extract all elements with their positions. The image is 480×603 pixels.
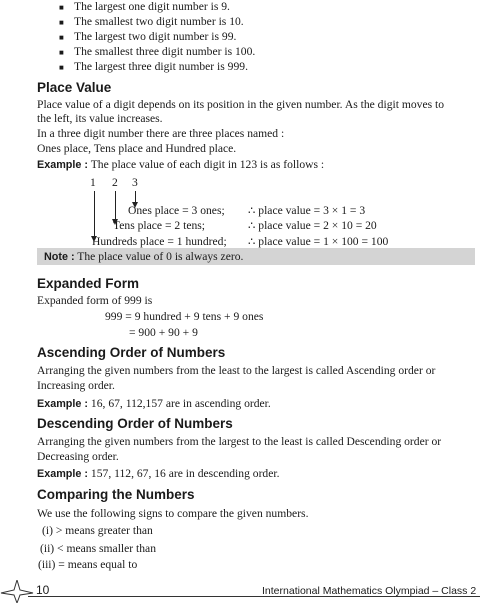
list-item: The largest three digit number is 999. [74, 60, 248, 73]
example-line [37, 467, 280, 481]
bullet-icon: ■ [59, 33, 64, 42]
example-text: 16, 67, 112,157 are in ascending order. [90, 397, 271, 410]
arrow-line [115, 191, 116, 220]
paragraph-line: Arranging the given numbers from the least to the largest is called Ascending order or [37, 364, 436, 377]
example-label: Example : [37, 468, 89, 480]
paragraph-line: We use the following signs to compare the given numbers. [37, 507, 309, 520]
paragraph-line: Decreasing order. [37, 450, 119, 463]
list-item: The smallest three digit number is 100. [74, 45, 256, 58]
footer-title: International Mathematics Olympiad – Class 2 [262, 585, 477, 597]
note-label: Note : [44, 251, 75, 263]
bullet-icon: ■ [59, 18, 64, 27]
place-row-ones: Ones place = 3 ones; [128, 204, 225, 217]
paragraph-line: Place value of a digit depends on its position in the given number. As the digit moves to [37, 98, 445, 111]
paragraph-line: Arranging the given numbers from the largest to the least is called Descending order or [37, 435, 442, 448]
place-row-tens: Tens place = 2 tens; [113, 219, 206, 232]
arrow-line [94, 191, 95, 237]
paragraph-line: Ones place, Tens place and Hundred place. [37, 142, 237, 155]
place-value-tens: ∴ place value = 2 × 10 = 20 [248, 219, 377, 232]
equation-line: = 900 + 90 + 9 [129, 326, 198, 339]
note-text: The place value of 0 is always zero. [77, 250, 244, 263]
list-item: The largest one digit number is 9. [74, 0, 230, 13]
paragraph-line: Expanded form of 999 is [37, 294, 153, 307]
paragraph-line: the left, its value increases. [37, 112, 163, 125]
example-text: 157, 112, 67, 16 are in descending order. [90, 467, 280, 480]
place-row-hundreds: Hundreds place = 1 hundred; [92, 235, 227, 248]
example-label: Example : [37, 398, 89, 410]
paragraph-line: Increasing order. [37, 379, 115, 392]
bullet-icon: ■ [59, 63, 64, 72]
section-heading-comparing: Comparing the Numbers [37, 487, 195, 502]
digit-hundreds: 1 [90, 176, 96, 189]
digit-ones: 3 [132, 176, 138, 189]
list-item: (i) > means greater than [42, 524, 153, 537]
bullet-icon: ■ [59, 3, 64, 12]
list-item: (iii) = means equal to [38, 558, 138, 571]
section-heading-descending: Descending Order of Numbers [37, 416, 233, 431]
compass-star-icon [0, 580, 34, 603]
section-heading-expanded-form: Expanded Form [37, 276, 140, 291]
equation-line: 999 = 9 hundred + 9 tens + 9 ones [105, 310, 264, 323]
example-label: Example : [37, 159, 89, 171]
example-line [37, 158, 324, 172]
example-text: The place value of each digit in 123 is as follows : [90, 158, 325, 171]
list-item: The smallest two digit number is 10. [74, 15, 244, 28]
list-item: The largest two digit number is 99. [74, 30, 237, 43]
note-line [44, 250, 243, 264]
example-line [37, 397, 271, 411]
list-item: (ii) < means smaller than [40, 542, 156, 555]
section-heading-ascending: Ascending Order of Numbers [37, 345, 226, 360]
section-heading-place-value: Place Value [37, 80, 112, 95]
paragraph-line: In a three digit number there are three places named : [37, 127, 285, 140]
digit-tens: 2 [112, 176, 118, 189]
bullet-icon: ■ [59, 48, 64, 57]
place-value-ones: ∴ place value = 3 × 1 = 3 [248, 204, 366, 217]
page-number: 10 [36, 583, 50, 597]
place-value-hundreds: ∴ place value = 1 × 100 = 100 [248, 235, 389, 248]
